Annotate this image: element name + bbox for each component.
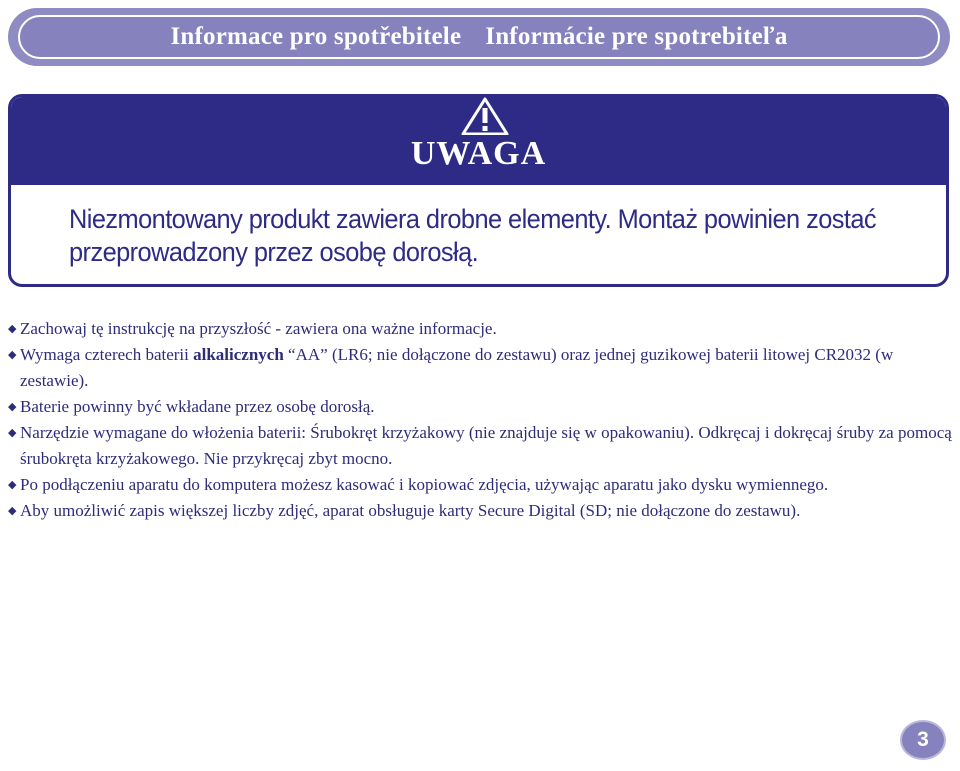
page-header	[8, 8, 950, 66]
list-item-text: Aby umożliwić zapis większej liczby zdjęć, aparat obsługuje karty Secure Digital (SD; nie dołączone do zestawu).	[20, 501, 801, 520]
list-item	[8, 394, 953, 420]
bullet-icon: ◆	[8, 349, 17, 361]
list-item-text: Po podłączeniu aparatu do komputera możesz kasować i kopiować zdjęcia, używając aparatu jako dysku wymiennego.	[20, 475, 829, 494]
page-number: 3	[917, 728, 929, 751]
list-item	[8, 342, 953, 394]
list-item	[8, 316, 953, 342]
list-item-text: Baterie powinny być wkładane przez osobę dorosłą.	[20, 397, 375, 416]
warning-text: Niezmontowany produkt zawiera drobne elementy. Montaż powinien zostać przeprowadzony przez osobę dorosłą.	[69, 204, 877, 267]
header-pill	[18, 15, 940, 59]
list-item-text-post: “AA” (LR6; nie dołączone do zestawu) oraz jednej guzikowej baterii litowej CR2032 (w zestawie).	[20, 345, 894, 390]
bullet-icon: ◆	[8, 401, 17, 413]
bullet-icon: ◆	[8, 479, 17, 491]
header-title-sk: Informácie pre spotrebiteľa	[485, 23, 788, 50]
bullet-icon: ◆	[8, 505, 17, 517]
list-item	[8, 420, 953, 472]
warning-band	[11, 97, 946, 185]
header-title-cs: Informace pro spotřebitele	[170, 23, 462, 50]
bullet-icon: ◆	[8, 323, 17, 335]
list-item-text-pre: Wymaga czterech baterii	[20, 345, 194, 364]
list-item-text-bold: alkalicznych	[193, 345, 284, 364]
list-item	[8, 498, 953, 524]
page-number-badge	[900, 720, 946, 760]
warning-triangle-icon	[461, 97, 509, 135]
list-item-text: Narzędzie wymagane do włożenia baterii: Śrubokręt krzyżakowy (nie znajduje się w opakowaniu). Odkręcaj i dokręcaj śruby za pomocą śrubokręta krzyżakowego. Nie przykręcaj zbyt mocno.	[20, 423, 952, 468]
info-list	[8, 316, 953, 524]
warning-title: UWAGA	[410, 135, 547, 172]
bullet-icon: ◆	[8, 427, 17, 439]
warning-box	[8, 94, 949, 287]
list-item	[8, 472, 953, 498]
list-item-text: Zachowaj tę instrukcję na przyszłość - zawiera ona ważne informacje.	[20, 319, 497, 338]
